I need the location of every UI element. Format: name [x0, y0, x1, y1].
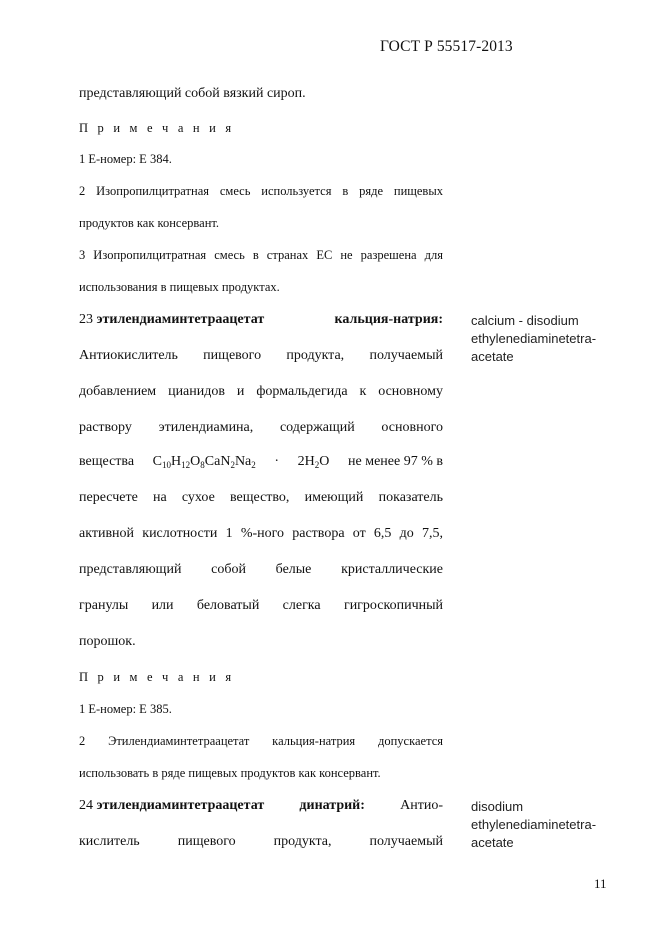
english-term-line: acetate [471, 835, 514, 850]
notes-heading: П р и м е ч а н и я [79, 670, 235, 684]
definition-line: пересчете на сухое вещество, имеющий показатель [79, 490, 443, 505]
formula-dot: · [274, 454, 280, 469]
definition-line: кислитель пищевого продукта, получаемый [79, 834, 443, 849]
document-code: ГОСТ Р 55517-2013 [380, 38, 513, 55]
term-heading-23 [79, 312, 443, 328]
paragraph-line: представляющий собой вязкий сироп. [79, 86, 306, 101]
note-line: использовать в ряде пищевых продуктов как консервант. [79, 766, 381, 780]
definition-line: добавлением цианидов и формальдегида к основному [79, 384, 443, 399]
note-line: 2 Изопропилцитратная смесь используется в ряде пищевых [79, 184, 443, 198]
definition-text: Антио- [400, 798, 443, 813]
note-line: 2 Этилендиаминтетраацетат кальция-натрия допускается [79, 734, 443, 748]
definition-line: раствору этилендиамина, содержащий основного [79, 420, 443, 435]
english-term-23 [471, 312, 596, 366]
term-title-part: динатрий: [299, 798, 365, 813]
term-title-part: этилендиаминтетраацетат [96, 312, 265, 327]
definition-line: порошок. [79, 634, 136, 649]
english-term-line: calcium - disodium [471, 313, 579, 328]
term-title-part: кальция-натрия: [334, 312, 443, 327]
note-line: 3 Изопропилцитратная смесь в странах ЕС не разрешена для [79, 248, 443, 262]
definition-line: гранулы или беловатый слегка гигроскопичный [79, 598, 443, 613]
definition-line: активной кислотности 1 %-ного раствора от 6,5 до 7,5, [79, 526, 443, 541]
note-line: 1 Е-номер: Е 385. [79, 702, 172, 716]
water-formula: $2H_2O$ [297, 454, 330, 470]
notes-heading: П р и м е ч а н и я [79, 121, 235, 135]
english-term-24 [471, 798, 596, 852]
term-number: 24 [79, 798, 93, 813]
english-term-line: ethylenediaminetetra- [471, 331, 597, 346]
english-term-line: acetate [471, 349, 514, 364]
term-title-part: этилендиаминтетраацетат [96, 798, 265, 813]
definition-line: представляющий собой белые кристаллические [79, 562, 443, 577]
note-line: 1 Е-номер: Е 384. [79, 152, 172, 166]
note-line: использования в пищевых продуктах. [79, 280, 280, 294]
note-line: продуктов как консервант. [79, 216, 220, 230]
term-heading-24 [79, 798, 443, 814]
term-number: 23 [79, 312, 93, 327]
definition-text: вещества [79, 454, 135, 469]
page-number: 11 [594, 876, 607, 891]
chemical-formula: $C_{10}H_{12}O_8CaN_2Na_2$ [152, 454, 256, 470]
definition-line-formula [79, 454, 443, 470]
english-term-line: disodium [471, 799, 524, 814]
definition-text: не менее 97 % в [348, 454, 443, 469]
english-term-line: ethylenediaminetetra- [471, 817, 597, 832]
definition-line: Антиокислитель пищевого продукта, получаемый [79, 348, 443, 363]
